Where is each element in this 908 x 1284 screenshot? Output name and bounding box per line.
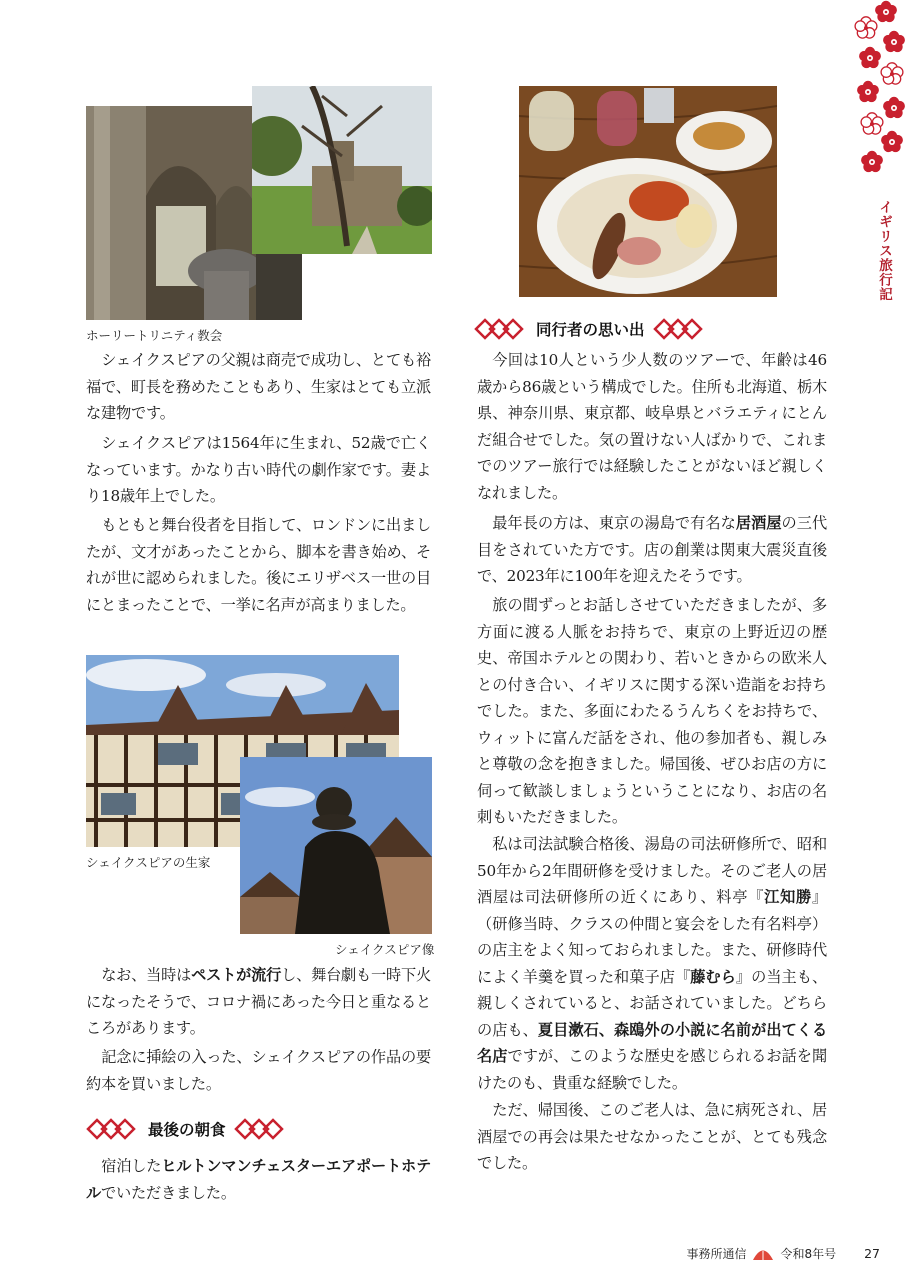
izakaya-highlight: 居酒屋 bbox=[735, 514, 782, 532]
companions-heading: 同行者の思い出 bbox=[474, 318, 707, 340]
plum-blossom-decoration bbox=[848, 0, 908, 190]
house-caption: シェイクスピアの生家 bbox=[86, 855, 211, 870]
section-tab: イギリス旅行記 bbox=[876, 200, 892, 302]
heading-ornament-icon bbox=[234, 1118, 288, 1140]
left-paragraph-6: 宿泊したヒルトンマンチェスターエアポートホテルでいただきました。 bbox=[86, 1157, 431, 1202]
statue-caption: シェイクスピア像 bbox=[335, 942, 435, 957]
right-paragraph-5: ただ、帰国後、このご老人は、急に病死され、居酒屋での再会は果たせなかったことが、とても残念でした。 bbox=[477, 1101, 827, 1172]
church-exterior-photo bbox=[252, 86, 432, 254]
breakfast-photo bbox=[519, 86, 777, 297]
right-paragraph-2: 最年長の方は、東京の湯島で有名な居酒屋の三代目をされていた方です。店の創業は関東大震災直後で、2023年に100年を迎えたそうです。 bbox=[477, 514, 827, 585]
right-paragraph-4: 私は司法試験合格後、湯島の司法研修所で、昭和50年から2年間研修を受けました。そのご老人の居酒屋は司法研修所の近くにあり、料亭『江知勝』（研修当時、クラスの仲間と宴会をした有名料亭）の店主をよく知っておられました。また、研修時代によく羊羹を買った和菓子店『藤むら』の当主も、親しくされていると、お話されていました。どちらの店も、夏目漱石、森鴎外の小説に名前が出てくる名店ですが、このような歴史を感じられるお話を聞けたのも、貴重な経験でした。 bbox=[477, 835, 828, 1092]
echikatsu-highlight: 江知勝 bbox=[764, 888, 812, 906]
heading-ornament-icon bbox=[474, 318, 528, 340]
fan-icon bbox=[752, 1247, 774, 1261]
heading-ornament-icon bbox=[86, 1118, 140, 1140]
page-number: 27 bbox=[864, 1246, 880, 1261]
fujimura-highlight: 藤むら bbox=[690, 967, 736, 986]
left-paragraph-2: シェイクスピアは1564年に生まれ、52歳で亡くなっています。かなり古い時代の劇作家です。妻より18歳年上でした。 bbox=[86, 434, 431, 505]
shakespeare-statue-photo bbox=[240, 757, 432, 934]
hotel-highlight: ヒルトンマンチェスターエアポートホテル bbox=[86, 1157, 431, 1202]
heading-ornament-icon bbox=[653, 318, 707, 340]
left-paragraph-5: 記念に挿絵の入った、シェイクスピアの作品の要約本を買いました。 bbox=[86, 1048, 431, 1093]
footer-issue: 令和8年号 bbox=[780, 1247, 837, 1261]
right-paragraph-1: 今回は10人という少人数のツアーで、年齢は46歳から86歳という構成でした。住所も北海道、栃木県、神奈川県、東京都、岐阜県とバラエティにとんだ組合せでした。気の置けない人ばかりで、これまでのツアー旅行では経験したことがないほど親しくなれました。 bbox=[477, 351, 827, 502]
left-paragraph-1: シェイクスピアの父親は商売で成功し、とても裕福で、町長を務めたこともあり、生家はとても立派な建物です。 bbox=[86, 351, 431, 422]
right-paragraph-3: 旅の間ずっとお話しさせていただきましたが、多方面に渡る人脈をお持ちで、東京の上野近辺の歴史、帝国ホテルとの関わり、若いときからの欧米人との付き合い、イギリスに関する深い造詣をお持ちでした。また、多面にわたるうんちくをお持ちで、ウィットに富んだ話をされ、他の参加者も、親しみと尊敬の念を抱きました。帰国後、ぜひお店の方に伺って歓談しましょうということになり、お店の名刺もいただきました。 bbox=[477, 596, 827, 826]
church-caption: ホーリートリニティ教会 bbox=[86, 328, 223, 343]
famous-shops-highlight: 夏目漱石、森鴎外の小説に名前が出てくる名店 bbox=[477, 1020, 828, 1065]
footer-label: 事務所通信 bbox=[686, 1247, 747, 1261]
left-paragraph-3: もともと舞台役者を目指して、ロンドンに出ましたが、文才があったことから、脚本を書き始め、それが世に認められました。後にエリザベス一世の目にとまったことで、一挙に名声が高まりました。 bbox=[86, 516, 431, 614]
page-footer bbox=[686, 1245, 880, 1262]
left-paragraph-4: なお、当時はペストが流行し、舞台劇も一時下火になったそうで、コロナ禍にあった今日と重なるところがあります。 bbox=[86, 966, 431, 1037]
plague-highlight: ペストが流行 bbox=[191, 966, 282, 984]
breakfast-heading: 最後の朝食 bbox=[86, 1118, 288, 1140]
